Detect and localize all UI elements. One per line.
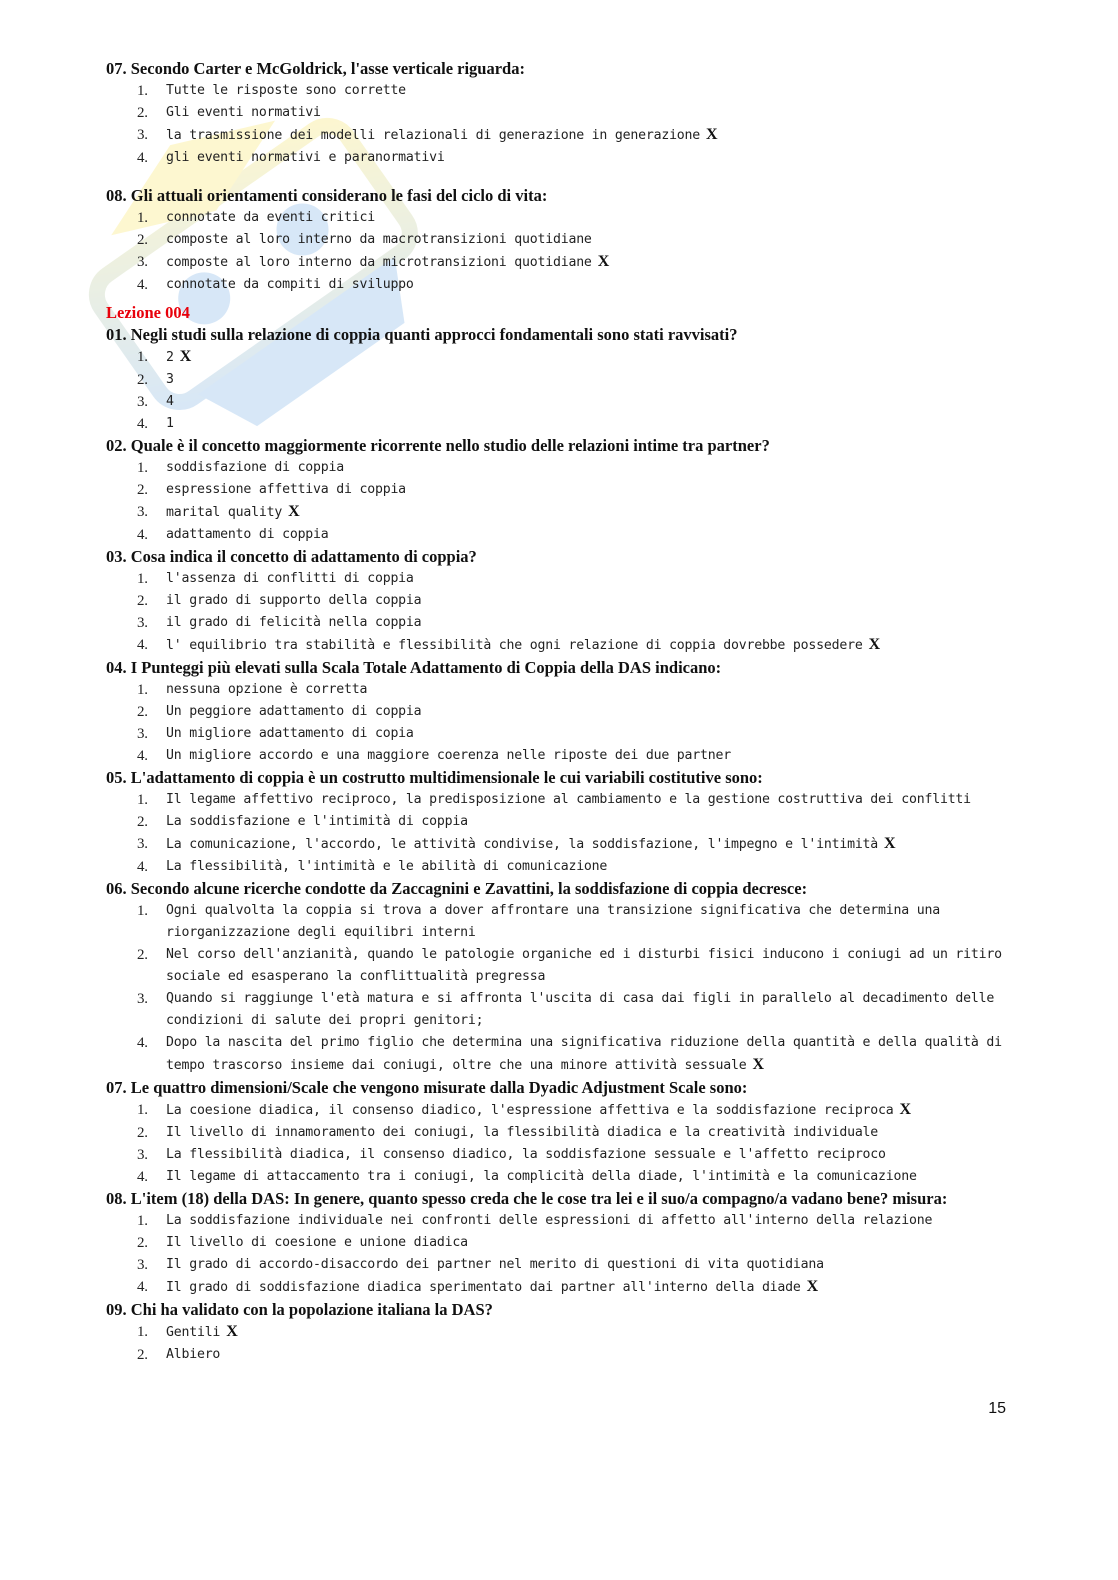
answer-text: espressione affettiva di coppia [166, 482, 406, 497]
question-text: 08. L'item (18) della DAS: In genere, quanto spesso creda che le cose tra lei e il suo/a compagno/a vadano bene? misura: [106, 1189, 948, 1208]
answer-text: composte al loro interno da microtransizioni quotidiane [166, 255, 592, 270]
answer-list [106, 207, 1006, 296]
answer-option [106, 524, 1006, 546]
correct-answer-mark: X [868, 636, 880, 653]
answer-number: 4. [137, 150, 148, 166]
answer-option [106, 207, 1006, 229]
answer-option [106, 856, 1006, 878]
answer-list [106, 457, 1006, 546]
answer-text: 1 [166, 416, 174, 431]
answer-text: Un peggiore adattamento di coppia [166, 704, 422, 719]
question-block [106, 657, 1006, 767]
answer-option [106, 251, 1006, 274]
answer-text: 2 [166, 350, 174, 365]
answer-text: Gli eventi normativi [166, 105, 321, 120]
answer-option [106, 369, 1006, 391]
answer-number: 1. [137, 1102, 148, 1118]
answer-option [106, 1321, 1006, 1344]
answer-option [106, 811, 1006, 833]
answer-number: 4. [137, 859, 148, 875]
answer-text: Il grado di accordo-disaccordo dei partner nel merito di questioni di vita quotidiana [166, 1257, 824, 1272]
answer-number: 2. [137, 814, 148, 830]
answer-text: Un migliore accordo e una maggiore coerenza nelle riposte dei due partner [166, 748, 731, 763]
answer-text: Quando si raggiunge l'età matura e si affronta l'uscita di casa dai figli in parallelo al decadimento delle condizioni di salute dei propri genitori; [166, 991, 995, 1028]
answer-text: Il livello di coesione e unione diadica [166, 1235, 468, 1250]
question-text: 07. Secondo Carter e McGoldrick, l'asse verticale riguarda: [106, 59, 525, 78]
answer-option [106, 346, 1006, 369]
answer-number: 1. [137, 460, 148, 476]
answer-option [106, 1032, 1006, 1077]
answer-text: il grado di supporto della coppia [166, 593, 422, 608]
answer-text: La flessibilità, l'intimità e le abilità di comunicazione [166, 859, 608, 874]
answer-number: 1. [137, 903, 148, 919]
answer-list [106, 789, 1006, 878]
answer-number: 4. [137, 1169, 148, 1185]
answer-number: 4. [137, 1279, 148, 1295]
answer-number: 2. [137, 232, 148, 248]
answer-number: 1. [137, 210, 148, 226]
answer-number: 3. [137, 394, 148, 410]
quiz-content [106, 58, 1006, 1366]
answer-list [106, 346, 1006, 435]
answer-list [106, 1099, 1006, 1188]
answer-number: 2. [137, 105, 148, 121]
answer-text: Nel corso dell'anzianità, quando le patologie organiche ed i disturbi fisici inducono i coniugi ad un ritiro sociale ed esasperano la conflittualità pregressa [166, 947, 1002, 984]
answer-number: 1. [137, 682, 148, 698]
answer-option [106, 900, 1006, 944]
question-block [106, 1077, 1006, 1188]
answer-option [106, 124, 1006, 147]
answer-number: 2. [137, 1125, 148, 1141]
correct-answer-mark: X [597, 253, 610, 270]
answer-option [106, 457, 1006, 479]
answer-text: Il legame affettivo reciproco, la predisposizione al cambiamento e la gestione costruttiva dei conflitti [166, 792, 971, 807]
answer-text: Albiero [166, 1347, 221, 1362]
answer-text: la trasmissione dei modelli relazionali di generazione in generazione [166, 128, 701, 143]
answer-number: 1. [137, 1213, 148, 1229]
answer-text: 4 [166, 394, 174, 409]
answer-text: La comunicazione, l'accordo, le attività condivise, la soddisfazione, l'impegno e l'intimità [166, 837, 879, 852]
question-block [106, 58, 1006, 169]
answer-option [106, 1144, 1006, 1166]
correct-answer-mark: X [806, 1278, 819, 1295]
answer-option [106, 274, 1006, 296]
answer-list [106, 80, 1006, 169]
page-number: 15 [988, 1400, 1006, 1417]
correct-answer-mark: X [884, 835, 896, 852]
question-block [106, 1188, 1006, 1299]
answer-text: soddisfazione di coppia [166, 460, 345, 475]
answer-text: Ogni qualvolta la coppia si trova a dover affrontare una transizione significativa che determina una riorganizzazione degli equilibri interni [166, 903, 940, 940]
answer-option [106, 229, 1006, 251]
answer-number: 3. [137, 127, 148, 143]
answer-option [106, 634, 1006, 657]
answer-option [106, 1122, 1006, 1144]
answer-option [106, 1254, 1006, 1276]
answer-option [106, 80, 1006, 102]
answer-option [106, 568, 1006, 590]
answer-option [106, 501, 1006, 524]
question-text: 02. Quale è il concetto maggiormente ricorrente nello studio delle relazioni intime tra partner? [106, 436, 770, 455]
answer-text: Il grado di soddisfazione diadica sperimentato dai partner all'interno della diade [166, 1280, 801, 1295]
question-block [106, 435, 1006, 546]
answer-number: 3. [137, 726, 148, 742]
correct-answer-mark: X [179, 348, 192, 365]
question-block [106, 767, 1006, 878]
answer-number: 2. [137, 704, 148, 720]
answer-option [106, 1099, 1006, 1122]
answer-text: connotate da eventi critici [166, 210, 375, 225]
answer-text: Tutte le risposte sono corrette [166, 83, 406, 98]
answer-text: il grado di felicità nella coppia [166, 615, 422, 630]
answer-number: 1. [137, 83, 148, 99]
answer-list [106, 568, 1006, 657]
answer-number: 4. [137, 637, 148, 653]
question-block [106, 546, 1006, 657]
answer-number: 2. [137, 947, 148, 963]
answer-option [106, 833, 1006, 856]
answer-text: Il livello di innamoramento dei coniugi, la flessibilità diadica e la creatività individuale [166, 1125, 879, 1140]
answer-option [106, 745, 1006, 767]
answer-number: 3. [137, 615, 148, 631]
answer-text: adattamento di coppia [166, 527, 329, 542]
answer-number: 4. [137, 416, 148, 432]
question-text: 09. Chi ha validato con la popolazione italiana la DAS? [106, 1300, 493, 1319]
answer-list [106, 1210, 1006, 1299]
answer-option [106, 612, 1006, 634]
answer-option [106, 1210, 1006, 1232]
answer-option [106, 701, 1006, 723]
answer-number: 3. [137, 1257, 148, 1273]
answer-number: 3. [137, 504, 148, 520]
answer-option [106, 944, 1006, 988]
question-block [106, 878, 1006, 1077]
answer-text: nessuna opzione è corretta [166, 682, 368, 697]
answer-text: La soddisfazione e l'intimità di coppia [166, 814, 468, 829]
answer-option [106, 479, 1006, 501]
answer-option [106, 988, 1006, 1032]
answer-list [106, 900, 1006, 1077]
question-text: 03. Cosa indica il concetto di adattamento di coppia? [106, 547, 477, 566]
answer-text: l' equilibrio tra stabilità e flessibilità che ogni relazione di coppia dovrebbe possedere [166, 638, 863, 653]
lesson-heading: Lezione 004 [106, 303, 190, 322]
answer-text: La coesione diadica, il consenso diadico, l'espressione affettiva e la soddisfazione reciproca [166, 1103, 894, 1118]
answer-text: composte al loro interno da macrotransizioni quotidiane [166, 232, 592, 247]
answer-number: 3. [137, 836, 148, 852]
question-text: 07. Le quattro dimensioni/Scale che vengono misurate dalla Dyadic Adjustment Scale sono: [106, 1078, 748, 1097]
answer-option [106, 413, 1006, 435]
answer-number: 2. [137, 1235, 148, 1251]
answer-number: 4. [137, 527, 148, 543]
answer-list [106, 679, 1006, 767]
correct-answer-mark: X [288, 503, 300, 520]
question-text: 04. I Punteggi più elevati sulla Scala Totale Adattamento di Coppia della DAS indicano: [106, 658, 722, 677]
answer-number: 4. [137, 277, 148, 293]
answer-number: 3. [137, 1147, 148, 1163]
answer-text: gli eventi normativi e paranormativi [166, 150, 445, 165]
answer-option [106, 723, 1006, 745]
answer-number: 2. [137, 372, 148, 388]
answer-number: 1. [137, 349, 148, 365]
correct-answer-mark: X [706, 126, 718, 143]
answer-text: Il legame di attaccamento tra i coniugi, la complicità della diade, l'intimità e la comunicazione [166, 1169, 917, 1184]
question-text: 08. Gli attuali orientamenti considerano le fasi del ciclo di vita: [106, 186, 548, 205]
answer-text: Un migliore adattamento di copia [166, 726, 414, 741]
question-text: 01. Negli studi sulla relazione di coppia quanti approcci fondamentali sono stati ravvisati? [106, 325, 738, 344]
correct-answer-mark: X [226, 1323, 238, 1340]
answer-number: 3. [137, 254, 148, 270]
question-text: 05. L'adattamento di coppia è un costrutto multidimensionale le cui variabili costitutive sono: [106, 768, 763, 787]
answer-text: Dopo la nascita del primo figlio che determina una significativa riduzione della quantità e della qualità di tempo trascorso insieme dai coniugi, oltre che una minore attività sessuale [166, 1035, 1002, 1073]
answer-option [106, 147, 1006, 169]
answer-number: 4. [137, 748, 148, 764]
answer-option [106, 102, 1006, 124]
answer-option [106, 789, 1006, 811]
answer-number: 4. [137, 1035, 148, 1051]
answer-number: 2. [137, 1347, 148, 1363]
answer-text: La flessibilità diadica, il consenso diadico, la soddisfazione sessuale e l'affetto reciproco [166, 1147, 886, 1162]
answer-text: Gentili [166, 1325, 221, 1340]
answer-option [106, 1344, 1006, 1366]
answer-number: 2. [137, 593, 148, 609]
answer-text: marital quality [166, 505, 283, 520]
answer-option [106, 1232, 1006, 1254]
answer-number: 3. [137, 991, 148, 1007]
correct-answer-mark: X [899, 1101, 911, 1118]
question-text: 06. Secondo alcune ricerche condotte da Zaccagnini e Zavattini, la soddisfazione di coppia decresce: [106, 879, 808, 898]
answer-option [106, 1276, 1006, 1299]
answer-text: l'assenza di conflitti di coppia [166, 571, 414, 586]
question-block [106, 1299, 1006, 1366]
answer-text: La soddisfazione individuale nei confronti delle espressioni di affetto all'interno della relazione [166, 1213, 933, 1228]
answer-list [106, 1321, 1006, 1366]
answer-option [106, 590, 1006, 612]
answer-text: 3 [166, 372, 174, 387]
answer-number: 1. [137, 792, 148, 808]
answer-option [106, 1166, 1006, 1188]
answer-number: 1. [137, 571, 148, 587]
answer-text: connotate da compiti di sviluppo [166, 277, 414, 292]
question-block [106, 185, 1006, 296]
question-block [106, 324, 1006, 435]
answer-number: 2. [137, 482, 148, 498]
answer-number: 1. [137, 1324, 148, 1340]
correct-answer-mark: X [752, 1056, 764, 1073]
answer-option [106, 391, 1006, 413]
answer-option [106, 679, 1006, 701]
